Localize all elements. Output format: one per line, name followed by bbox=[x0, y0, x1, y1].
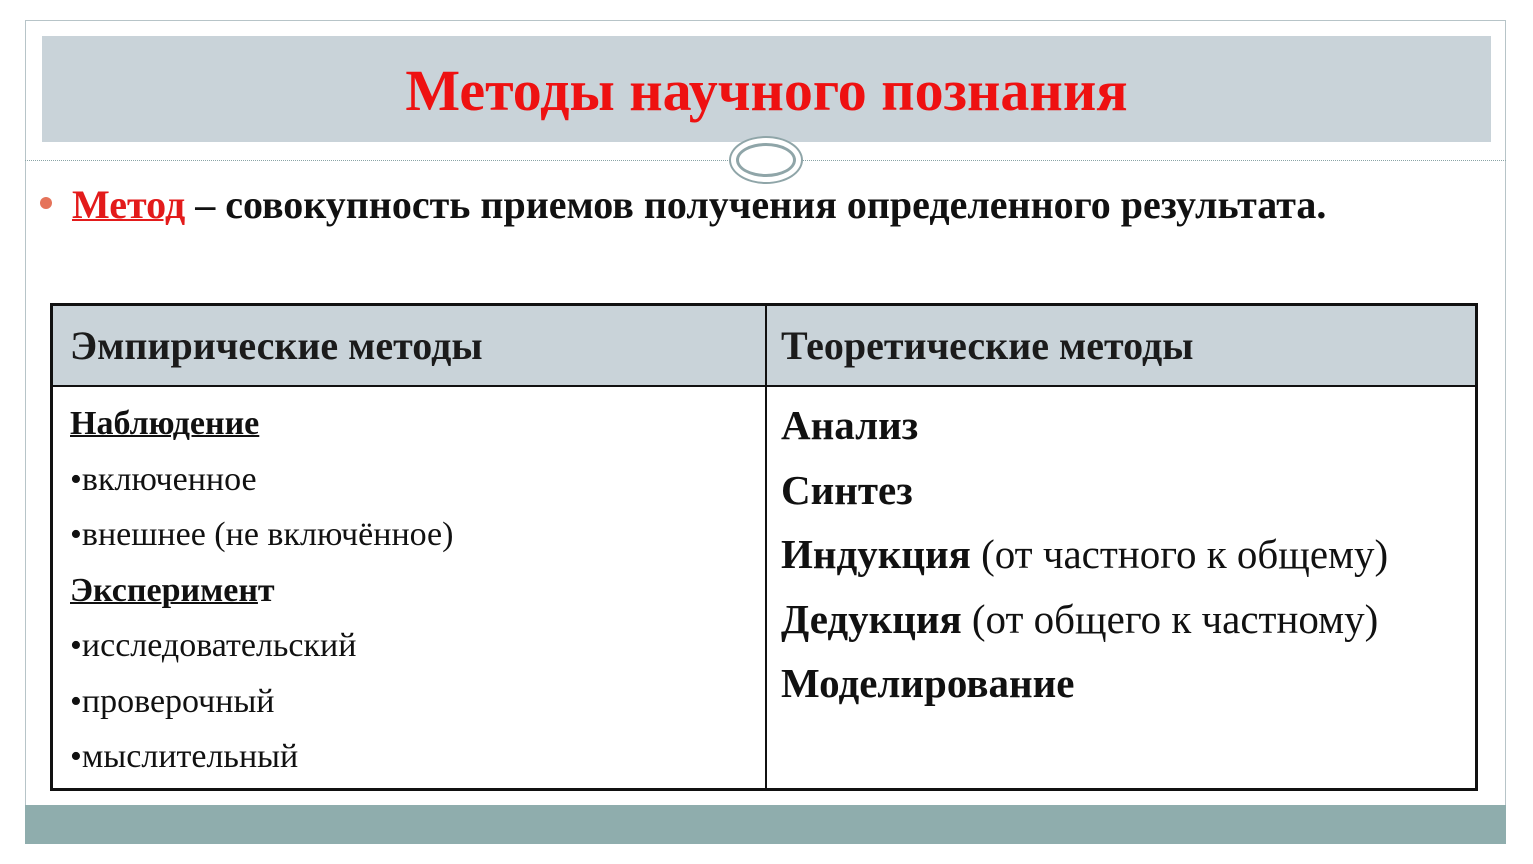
title-band bbox=[42, 36, 1491, 142]
methods-table bbox=[50, 303, 1478, 791]
oval-ornament-icon bbox=[729, 136, 803, 184]
theory-item-synthesis: Синтез bbox=[781, 466, 913, 513]
definition-body: – совокупность приемов получения определенного результата. bbox=[185, 182, 1327, 227]
table-header-row bbox=[53, 306, 1475, 387]
definition-text bbox=[72, 180, 1480, 230]
definition-term: Метод bbox=[72, 182, 186, 227]
list-item: •проверочный bbox=[70, 682, 275, 720]
column-divider bbox=[765, 306, 767, 788]
theory-item-analysis: Анализ bbox=[781, 402, 919, 448]
header-empirical: Эмпирические методы bbox=[70, 323, 483, 368]
list-item: •внешнее (не включённое) bbox=[70, 516, 454, 553]
footer-band bbox=[25, 805, 1506, 844]
observation-heading: Наблюдение bbox=[70, 405, 260, 442]
slide-title: Методы научного познания bbox=[405, 58, 1128, 123]
list-item: •исследовательский bbox=[70, 627, 357, 664]
bullet-dot-icon bbox=[40, 197, 52, 209]
header-theoretical: Теоретические методы bbox=[781, 323, 1194, 368]
definition-bullet bbox=[40, 180, 1480, 230]
list-item: •мыслительный bbox=[70, 738, 299, 775]
theory-item-modeling: Моделирование bbox=[781, 660, 1075, 706]
empirical-column bbox=[70, 396, 750, 785]
theoretical-column bbox=[781, 393, 1471, 716]
list-item: •включенное bbox=[70, 460, 257, 498]
oval-ornament-inner bbox=[736, 143, 796, 177]
theory-item-induction: Индукция (от частного к общему) bbox=[781, 531, 1389, 577]
experiment-heading: Эксперимент bbox=[70, 571, 275, 609]
theory-item-deduction: Дедукция (от общего к частному) bbox=[781, 595, 1379, 642]
